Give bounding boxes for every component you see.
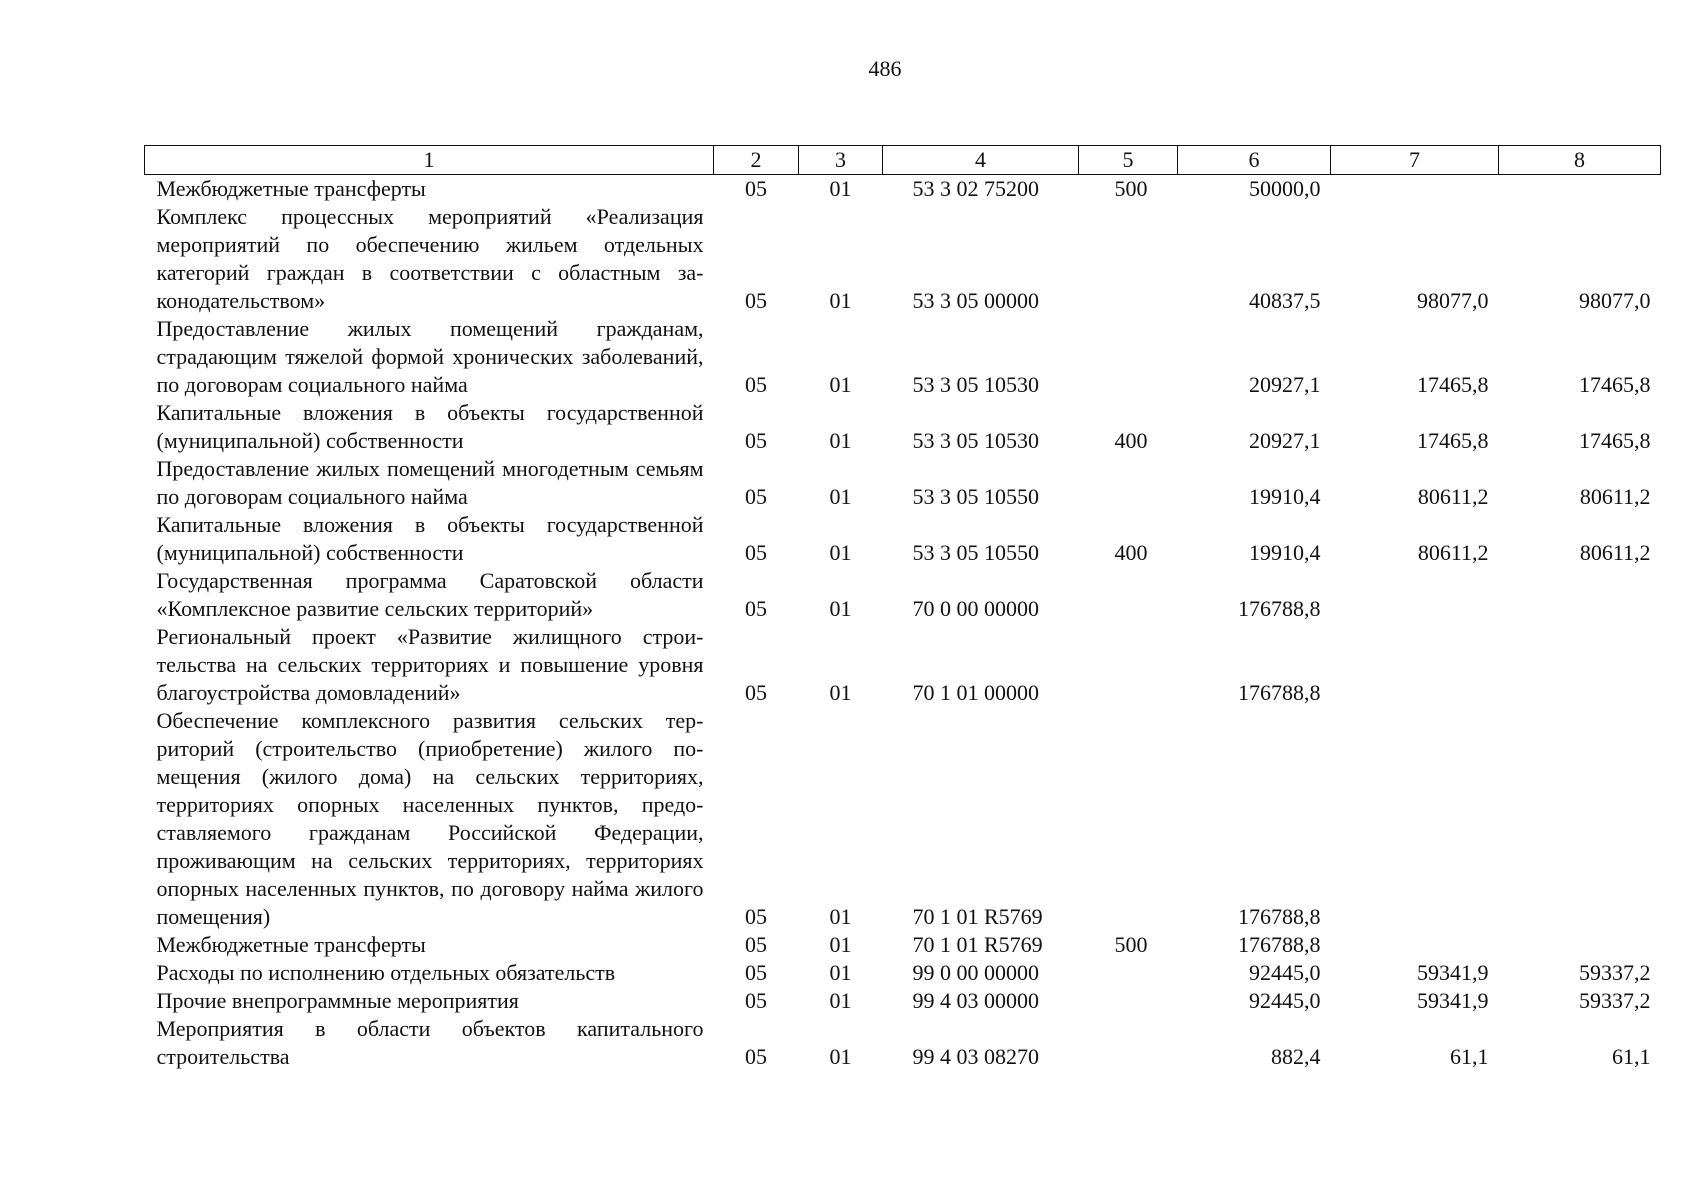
amount-year-3 xyxy=(1499,707,1661,931)
amount-year-3: 59337,2 xyxy=(1579,960,1651,985)
item-name: Межбюджетные трансферты xyxy=(156,176,426,201)
amount-year-1: 882,4 xyxy=(1271,1044,1321,1069)
item-name: Капитальные вложения в объекты государственной (муниципальной) собственности xyxy=(156,400,704,453)
amount-year-2 xyxy=(1331,175,1499,204)
section-code: 05 xyxy=(745,540,767,565)
expense-type-code: 400 xyxy=(1114,428,1148,453)
target-article-code: 53 3 05 10530 xyxy=(912,428,1039,453)
table-body xyxy=(145,175,1661,1072)
table-row xyxy=(145,567,1661,623)
budget-table xyxy=(144,145,1661,1071)
amount-year-1: 176788,8 xyxy=(1238,596,1321,621)
amount-year-3: 59337,2 xyxy=(1579,988,1651,1013)
section-code: 05 xyxy=(745,932,767,957)
amount-year-1: 92445,0 xyxy=(1249,960,1321,985)
amount-year-2 xyxy=(1331,567,1499,623)
subsection-code: 01 xyxy=(829,428,852,453)
item-name: Мероприятия в области объектов капитального строительства xyxy=(156,1016,704,1069)
amount-year-2 xyxy=(1331,623,1499,707)
expense-type-code xyxy=(1079,623,1178,707)
table-row xyxy=(145,623,1661,707)
section-code: 05 xyxy=(745,428,767,453)
target-article-code: 70 1 01 00000 xyxy=(912,680,1039,705)
target-article-code: 70 0 00 00000 xyxy=(912,596,1039,621)
amount-year-1: 176788,8 xyxy=(1238,680,1321,705)
item-name: Прочие внепрограммные мероприятия xyxy=(156,988,519,1013)
amount-year-1: 176788,8 xyxy=(1238,932,1321,957)
amount-year-2: 98077,0 xyxy=(1417,288,1489,313)
amount-year-2: 59341,9 xyxy=(1417,960,1489,985)
amount-year-2: 17465,8 xyxy=(1417,372,1489,397)
subsection-code: 01 xyxy=(829,176,852,201)
amount-year-1: 20927,1 xyxy=(1249,372,1321,397)
section-code: 05 xyxy=(745,288,767,313)
expense-type-code xyxy=(1079,987,1178,1015)
expense-type-code xyxy=(1079,203,1178,315)
target-article-code: 70 1 01 R5769 xyxy=(912,932,1043,957)
column-number-row xyxy=(145,146,1661,175)
subsection-code: 01 xyxy=(829,988,852,1013)
table-row xyxy=(145,931,1661,959)
subsection-code: 01 xyxy=(829,1044,852,1069)
section-code: 05 xyxy=(745,176,767,201)
column-header: 8 xyxy=(1499,146,1661,175)
amount-year-3: 17465,8 xyxy=(1579,372,1651,397)
subsection-code: 01 xyxy=(829,596,852,621)
target-article-code: 99 4 03 08270 xyxy=(912,1044,1039,1069)
item-name: Обеспечение комплексного развития сельских территорий (строительство (приобретение) жилого помещения (жилого дома) на сельских территориях, территориях опорных населенных пунктов, предоставляемого гражданам Российской Федерации, проживающим на сельских территориях, территориях опорных населенных пунктов, по договору найма жилого помещения) xyxy=(156,708,704,929)
target-article-code: 53 3 05 00000 xyxy=(912,288,1039,313)
target-article-code: 99 0 00 00000 xyxy=(912,960,1039,985)
target-article-code: 99 4 03 00000 xyxy=(912,988,1039,1013)
amount-year-3 xyxy=(1499,567,1661,623)
table-row xyxy=(145,203,1661,315)
expense-type-code xyxy=(1079,315,1178,399)
item-name: Государственная программа Саратовской области «Комплексное развитие сельских территорий» xyxy=(156,568,704,621)
column-header: 4 xyxy=(883,146,1079,175)
section-code: 05 xyxy=(745,960,767,985)
amount-year-1: 176788,8 xyxy=(1238,904,1321,929)
subsection-code: 01 xyxy=(829,288,852,313)
column-header: 2 xyxy=(714,146,799,175)
amount-year-2: 80611,2 xyxy=(1417,540,1489,565)
item-name: Предоставление жилых помещений многодетным семьям по договорам социального найма xyxy=(156,456,704,509)
amount-year-2: 17465,8 xyxy=(1417,428,1489,453)
column-header: 1 xyxy=(145,146,714,175)
amount-year-2: 80611,2 xyxy=(1417,484,1489,509)
amount-year-3: 61,1 xyxy=(1612,1044,1651,1069)
item-name: Капитальные вложения в объекты государственной (муниципальной) собственности xyxy=(156,512,704,565)
amount-year-1: 40837,5 xyxy=(1249,288,1321,313)
expense-type-code: 500 xyxy=(1114,932,1148,957)
section-code: 05 xyxy=(745,596,767,621)
section-code: 05 xyxy=(745,484,767,509)
amount-year-1: 20927,1 xyxy=(1249,428,1321,453)
expense-type-code xyxy=(1079,1015,1178,1071)
subsection-code: 01 xyxy=(829,904,852,929)
section-code: 05 xyxy=(745,904,767,929)
column-header: 3 xyxy=(799,146,883,175)
table-row xyxy=(145,987,1661,1015)
amount-year-2 xyxy=(1331,931,1499,959)
target-article-code: 53 3 05 10530 xyxy=(912,372,1039,397)
expense-type-code xyxy=(1079,567,1178,623)
amount-year-3: 80611,2 xyxy=(1579,540,1651,565)
amount-year-2 xyxy=(1331,707,1499,931)
expense-type-code: 500 xyxy=(1114,176,1148,201)
table-row xyxy=(145,707,1661,931)
subsection-code: 01 xyxy=(829,932,852,957)
expense-type-code xyxy=(1079,707,1178,931)
section-code: 05 xyxy=(745,372,767,397)
amount-year-1: 92445,0 xyxy=(1249,988,1321,1013)
section-code: 05 xyxy=(745,680,767,705)
page-number: 486 xyxy=(868,56,902,81)
item-name: Региональный проект «Развитие жилищного строительства на сельских территориях и повышение уровня благоустройства домовладений» xyxy=(156,624,704,705)
subsection-code: 01 xyxy=(829,484,852,509)
amount-year-2: 59341,9 xyxy=(1417,988,1489,1013)
section-code: 05 xyxy=(745,988,767,1013)
amount-year-1: 50000,0 xyxy=(1249,176,1321,201)
subsection-code: 01 xyxy=(829,680,852,705)
expense-type-code xyxy=(1079,455,1178,511)
target-article-code: 70 1 01 R5769 xyxy=(912,904,1043,929)
item-name: Комплекс процессных мероприятий «Реализация мероприятий по обеспечению жильем отдельных категорий граждан в соответствии с областным законодательством» xyxy=(156,204,704,313)
amount-year-3: 17465,8 xyxy=(1579,428,1651,453)
subsection-code: 01 xyxy=(829,960,852,985)
item-name: Расходы по исполнению отдельных обязательств xyxy=(156,960,616,985)
table-row xyxy=(145,455,1661,511)
amount-year-2: 61,1 xyxy=(1450,1044,1489,1069)
amount-year-1: 19910,4 xyxy=(1249,540,1321,565)
table-row xyxy=(145,1015,1661,1071)
expense-type-code: 400 xyxy=(1114,540,1148,565)
amount-year-1: 19910,4 xyxy=(1249,484,1321,509)
table-row xyxy=(145,959,1661,987)
column-header: 6 xyxy=(1178,146,1331,175)
table-row xyxy=(145,399,1661,455)
item-name: Предоставление жилых помещений гражданам, страдающим тяжелой формой хронических заболеваний, по договорам социального найма xyxy=(156,316,704,397)
subsection-code: 01 xyxy=(829,540,852,565)
table-row xyxy=(145,315,1661,399)
expense-type-code xyxy=(1079,959,1178,987)
subsection-code: 01 xyxy=(829,372,852,397)
column-header: 7 xyxy=(1331,146,1499,175)
amount-year-3 xyxy=(1499,623,1661,707)
table-row xyxy=(145,175,1661,204)
target-article-code: 53 3 05 10550 xyxy=(912,540,1039,565)
section-code: 05 xyxy=(745,1044,767,1069)
amount-year-3: 80611,2 xyxy=(1579,484,1651,509)
amount-year-3 xyxy=(1499,175,1661,204)
amount-year-3 xyxy=(1499,931,1661,959)
item-name: Межбюджетные трансферты xyxy=(156,932,426,957)
column-header: 5 xyxy=(1079,146,1178,175)
target-article-code: 53 3 05 10550 xyxy=(912,484,1039,509)
amount-year-3: 98077,0 xyxy=(1579,288,1651,313)
table-row xyxy=(145,511,1661,567)
target-article-code: 53 3 02 75200 xyxy=(912,176,1039,201)
